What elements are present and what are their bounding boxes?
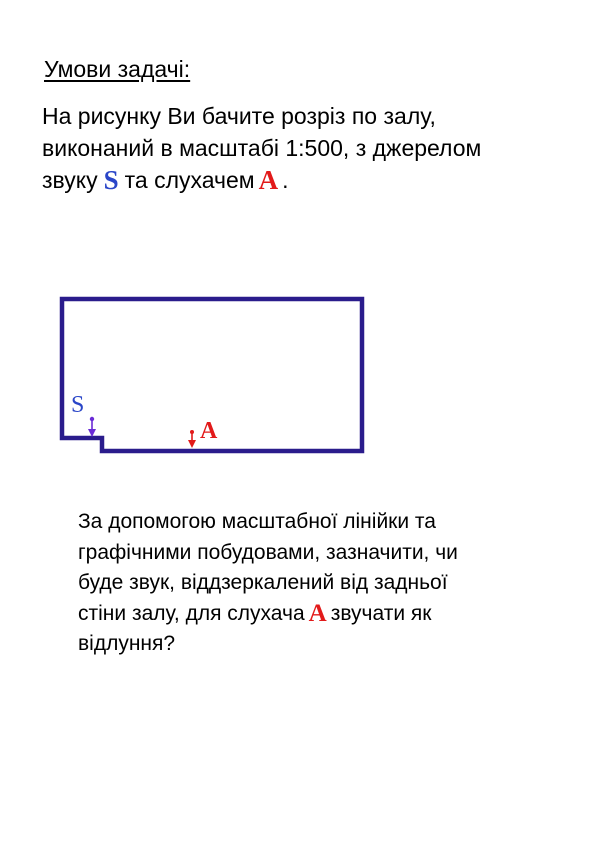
intro-line-3-start: звуку	[42, 167, 98, 193]
question-line-3: буде звук, віддзеркалений від задньої	[78, 571, 448, 594]
question-listener-symbol: A	[308, 599, 327, 627]
task-conditions-heading: Умови задачі:	[44, 56, 191, 82]
question-line-4-start: стіни залу, для слухача	[78, 601, 305, 625]
intro-line-1: На рисунку Ви бачите розріз по залу,	[42, 103, 436, 129]
question-line-4-end: звучати як	[330, 601, 432, 625]
intro-paragraph	[42, 100, 587, 196]
listener-arrow-icon	[188, 440, 196, 448]
question-line-2: графічними побудовами, зазначити, чи	[78, 540, 458, 564]
intro-line-2: виконаний в масштабі 1:500, з джерелом	[42, 135, 482, 161]
hall-outline	[62, 299, 362, 451]
question-line-1: За допомогою масштабної лінійки та	[78, 510, 436, 533]
question-line-5: відлуння?	[78, 632, 176, 655]
question-line-4	[78, 599, 583, 630]
listener-marker	[188, 430, 196, 448]
source-label: S	[71, 392, 85, 418]
source-arrow-icon	[88, 429, 96, 437]
listener-label: A	[200, 418, 218, 444]
listener-symbol: A	[258, 165, 279, 195]
source-marker	[88, 417, 96, 437]
intro-line-3	[42, 164, 587, 196]
question-paragraph	[78, 507, 583, 660]
intro-line-3-middle: та слухачем	[124, 167, 255, 193]
intro-line-3-end: .	[282, 167, 289, 193]
source-symbol: S	[103, 165, 119, 195]
